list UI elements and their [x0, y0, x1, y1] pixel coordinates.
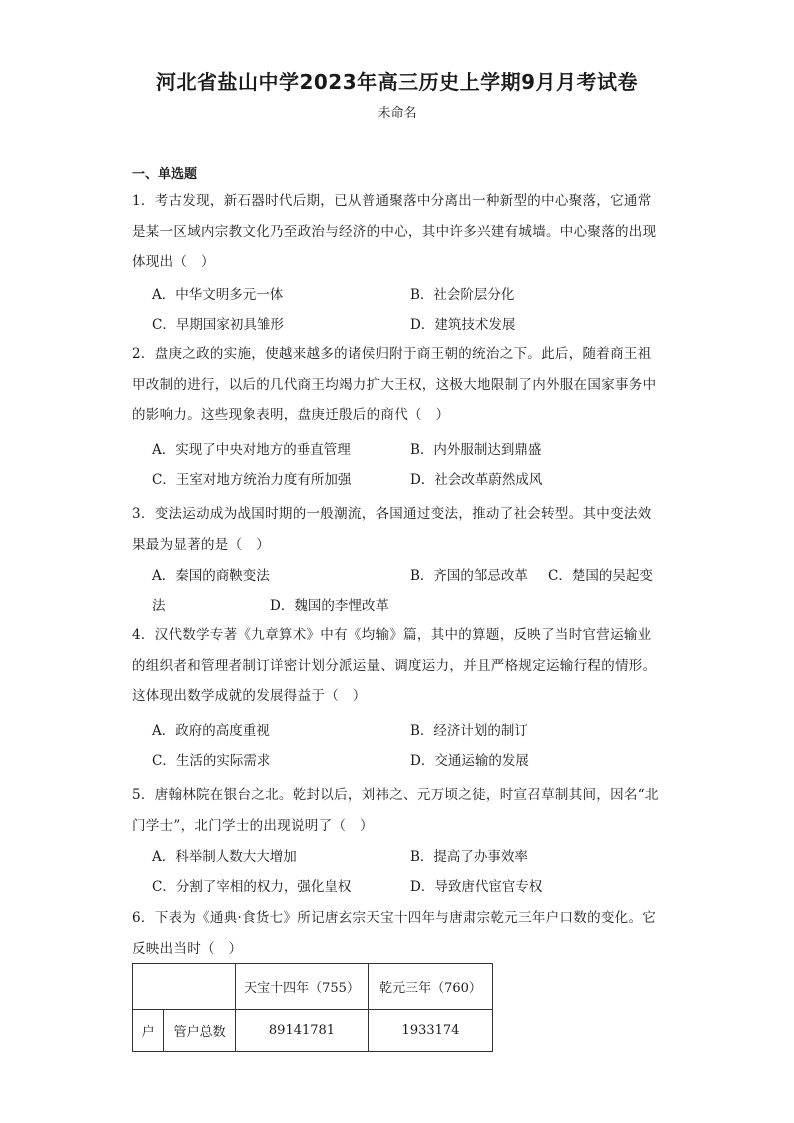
question-3-option-a: A．秦国的商鞅变法 — [152, 568, 270, 584]
question-6-stem: 6．下表为《通典·食货七》所记唐玄宗天宝十四年与唐肃宗乾元三年户口数的变化。它反映出当时（ ） — [132, 910, 657, 957]
question-4-option-d: D．交通运输的发展 — [410, 753, 529, 769]
question-3-option-c: C．楚国的吴起变 — [548, 568, 653, 584]
table-row — [133, 1010, 493, 1052]
section-heading: 一、单选题 — [132, 167, 198, 182]
question-5-stem: 5．唐翰林院在银台之北。乾封以后，刘祎之、元万顷之徒，时宣召草制其间，因名“北门学士”，北门学士的出现说明了（ ） — [132, 787, 659, 834]
table-cell: 1933174 — [369, 1010, 493, 1052]
question-1-option-c: C．早期国家初具雏形 — [152, 317, 284, 333]
question-1-option-b: B．社会阶层分化 — [410, 287, 515, 303]
question-2-option-c: C．王室对地方统治力度有所加强 — [152, 472, 352, 488]
question-3-option-c-wrap: 法 — [152, 598, 166, 614]
question-2-stem: 2．盘庚之政的实施，使越来越多的诸侯归附于商王朝的统治之下。此后，随着商王祖甲改制的进行，以后的几代商王均竭力扩大王权，这极大地限制了内外服在国家事务中的影响力。这些现象表明，盘庚迁殷后的商代（ ） — [132, 346, 657, 423]
table-row-label: 管户总数 — [164, 1010, 236, 1052]
question-1-stem: 1．考古发现，新石器时代后期，已从普通聚落中分离出一种新型的中心聚落，它通常是某一区域内宗教文化乃至政治与经济的中心，其中许多兴建有城墙。中心聚落的出现体现出（ ） — [132, 193, 657, 270]
question-2-option-d: D．社会改革蔚然成风 — [410, 472, 543, 488]
question-4-option-b: B．经济计划的制订 — [410, 723, 528, 739]
question-1-option-a: A．中华文明多元一体 — [152, 287, 284, 303]
question-5-option-a: A．科举制人数大大增加 — [152, 849, 297, 865]
question-5-option-c: C．分割了宰相的权力，强化皇权 — [152, 879, 352, 895]
population-table — [132, 963, 493, 1052]
question-3-option-b: B．齐国的邹忌改革 — [410, 568, 528, 584]
question-1-option-d: D．建筑技术发展 — [410, 317, 516, 333]
table-row-group: 户 — [133, 1010, 164, 1052]
question-3-option-d: D．魏国的李悝改革 — [270, 598, 389, 614]
question-2-option-b: B．内外服制达到鼎盛 — [410, 442, 542, 458]
table-header-cell: 天宝十四年（755） — [236, 964, 369, 1010]
question-4-option-c: C．生活的实际需求 — [152, 753, 271, 769]
question-4-option-a: A．政府的高度重视 — [152, 723, 270, 739]
table-header-row — [133, 964, 493, 1010]
table-header-cell-empty — [133, 964, 236, 1010]
page-title: 河北省盐山中学2023年高三历史上学期9月月考试卷 — [155, 70, 639, 94]
question-3-stem: 3．变法运动成为战国时期的一般潮流，各国通过变法，推动了社会转型。其中变法效果最为显著的是（ ） — [132, 506, 652, 553]
question-5-option-b: B．提高了办事效率 — [410, 849, 528, 865]
table-header-cell: 乾元三年（760） — [369, 964, 493, 1010]
question-5-option-d: D．导致唐代宦官专权 — [410, 879, 543, 895]
page-subtitle: 未命名 — [377, 106, 417, 121]
question-2-option-a: A．实现了中央对地方的垂直管理 — [152, 442, 351, 458]
question-4-stem: 4．汉代数学专著《九章算术》中有《均输》篇，其中的算题，反映了当时官营运输业的组织者和管理者制订详密计划分派运量、调度运力，并且严格规定运输行程的情形。这体现出数学成就的发展得益于（ ） — [132, 627, 657, 704]
table-cell: 89141781 — [236, 1010, 369, 1052]
